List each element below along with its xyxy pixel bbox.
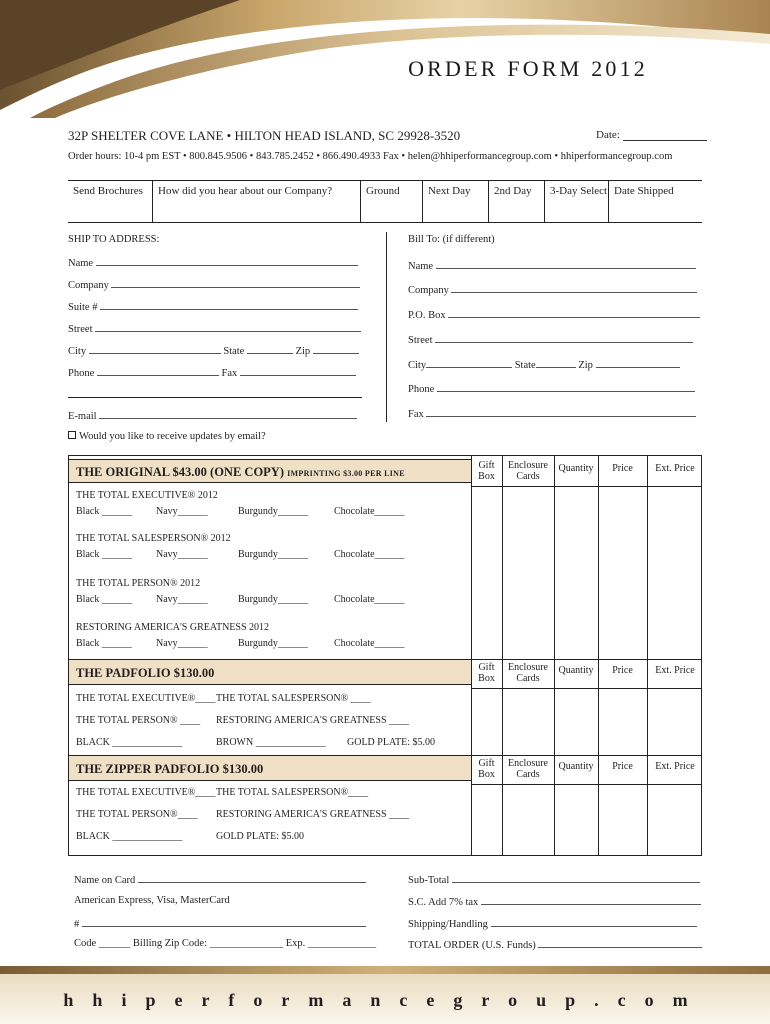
ship-street-label: Street <box>68 324 93 335</box>
grid-col-quantity <box>554 456 555 855</box>
ship-zip-label: Zip <box>295 346 311 357</box>
bill-name-label: Name <box>408 261 434 272</box>
shipping-line <box>491 917 697 927</box>
bill-street-label: Street <box>408 335 433 346</box>
ship-to-heading: SHIP TO ADDRESS: <box>68 234 160 245</box>
original-product-3-chocolate[interactable]: Chocolate______ <box>334 594 405 605</box>
email-updates-option[interactable] <box>68 431 266 442</box>
bill-zip-line <box>596 358 680 368</box>
ship-suite-line <box>100 300 358 310</box>
ship-phone-field[interactable] <box>68 366 356 379</box>
tax-line <box>481 895 701 905</box>
original-product-2-burgundy[interactable]: Burgundy______ <box>238 549 308 560</box>
padfolio-quantity-header: Quantity <box>558 665 594 676</box>
bill-phone-label: Phone <box>408 384 435 395</box>
box-label: Box <box>478 471 495 482</box>
ship-email-rule <box>68 397 362 398</box>
ship-fax-line <box>240 366 356 376</box>
next-day-cell[interactable]: Next Day <box>422 181 488 222</box>
zipper-gift-box-header <box>471 758 502 780</box>
bill-company-field[interactable] <box>408 283 697 296</box>
original-product-3-black[interactable]: Black ______ <box>76 594 132 605</box>
grid-col-enclosure <box>502 456 503 855</box>
card-number-line <box>82 917 366 927</box>
zipper-executive[interactable]: THE TOTAL EXECUTIVE®____ <box>76 787 216 798</box>
bill-fax-label: Fax <box>408 409 424 420</box>
email-updates-checkbox[interactable] <box>68 431 76 439</box>
ship-phone-line <box>97 366 219 376</box>
original-product-1-black[interactable]: Black ______ <box>76 506 132 517</box>
original-product-3-burgundy[interactable]: Burgundy______ <box>238 594 308 605</box>
original-gift-box-header <box>471 460 502 482</box>
padfolio-title: THE PADFOLIO $130.00 <box>76 666 215 680</box>
bill-fax-line <box>426 407 696 417</box>
bill-fax-field[interactable] <box>408 407 696 420</box>
original-band <box>69 459 471 483</box>
original-product-4-burgundy[interactable]: Burgundy______ <box>238 638 308 649</box>
original-product-2-chocolate[interactable]: Chocolate______ <box>334 549 405 560</box>
zipper-gold-plate[interactable]: GOLD PLATE: $5.00 <box>216 831 305 842</box>
address-divider <box>386 232 387 422</box>
date-shipped-cell[interactable]: Date Shipped <box>608 181 702 222</box>
ship-city-label: City <box>68 346 87 357</box>
header-swoosh <box>0 0 770 120</box>
ship-street-field[interactable] <box>68 322 361 335</box>
original-product-2-black[interactable]: Black ______ <box>76 549 132 560</box>
bill-phone-field[interactable] <box>408 382 695 395</box>
zipper-quantity-header: Quantity <box>558 761 594 772</box>
bill-phone-line <box>437 382 695 392</box>
zipper-enclosure-header <box>502 758 554 780</box>
ship-state-label: State <box>223 346 245 357</box>
name-on-card-field[interactable] <box>74 873 366 886</box>
page-title: ORDER FORM 2012 <box>408 56 648 81</box>
accepted-cards: American Express, Visa, MasterCard <box>74 895 230 906</box>
bill-city-field[interactable] <box>408 358 680 371</box>
order-hours: Order hours: 10-4 pm EST • 800.845.9506 • 843.785.2452 • 866.490.4933 Fax • helen@hhiperformancegroup.com • hhiperformancegroup.com <box>68 151 673 162</box>
shipping-table <box>68 180 702 223</box>
bill-zip-label: Zip <box>578 360 593 371</box>
original-quantity-header: Quantity <box>558 463 594 474</box>
ship-email-field[interactable] <box>68 409 357 422</box>
original-product-1-burgundy[interactable]: Burgundy______ <box>238 506 308 517</box>
padfolio-ext-price-header: Ext. Price <box>655 665 695 676</box>
original-product-2-name: THE TOTAL SALESPERSON® 2012 <box>76 533 231 544</box>
original-product-3-name: THE TOTAL PERSON® 2012 <box>76 578 201 589</box>
padfolio-restoring[interactable]: RESTORING AMERICA'S GREATNESS ____ <box>216 715 410 726</box>
enclosure-label: Enclosure <box>508 758 548 769</box>
bill-state-label: State <box>514 360 536 371</box>
ground-cell[interactable]: Ground <box>360 181 422 222</box>
date-field[interactable] <box>596 129 707 141</box>
card-code-row[interactable]: Code ______ Billing Zip Code: ______________ Exp. _____________ <box>74 938 377 949</box>
tax-field[interactable] <box>408 895 701 908</box>
padfolio-brown[interactable]: BROWN ______________ <box>216 737 326 748</box>
ship-state-line <box>247 344 293 354</box>
cards-label: Cards <box>516 769 540 780</box>
box-label: Box <box>478 673 495 684</box>
cards-label: Cards <box>516 673 540 684</box>
padfolio-person[interactable]: THE TOTAL PERSON® ____ <box>76 715 201 726</box>
padfolio-executive[interactable]: THE TOTAL EXECUTIVE®____ <box>76 693 216 704</box>
zipper-salesperson[interactable]: THE TOTAL SALESPERSON®____ <box>216 787 369 798</box>
shipping-field[interactable] <box>408 917 697 930</box>
original-product-1-navy[interactable]: Navy______ <box>156 506 208 517</box>
cards-label: Cards <box>516 471 540 482</box>
ship-city-field[interactable] <box>68 344 359 357</box>
original-product-3-navy[interactable]: Navy______ <box>156 594 208 605</box>
ship-fax-label: Fax <box>221 368 238 379</box>
product-grid <box>68 455 702 856</box>
bill-pobox-line <box>448 308 700 318</box>
ship-zip-line <box>313 344 359 354</box>
original-title <box>76 465 405 480</box>
padfolio-black[interactable]: BLACK ______________ <box>76 737 183 748</box>
original-header-rule <box>471 486 701 487</box>
email-updates-label: Would you like to receive updates by email? <box>79 431 266 442</box>
zipper-price-header: Price <box>612 761 633 772</box>
padfolio-gold-plate[interactable]: GOLD PLATE: $5.00 <box>347 737 436 748</box>
zipper-black[interactable]: BLACK ______________ <box>76 831 183 842</box>
bill-street-line <box>435 333 693 343</box>
padfolio-header-rule-top <box>471 659 701 660</box>
zipper-band <box>69 755 471 781</box>
original-product-1-name: THE TOTAL EXECUTIVE® 2012 <box>76 490 218 501</box>
padfolio-salesperson[interactable]: THE TOTAL SALESPERSON® ____ <box>216 693 371 704</box>
original-product-4-navy[interactable]: Navy______ <box>156 638 208 649</box>
how-hear-cell[interactable]: How did you hear about our Company? <box>152 181 360 222</box>
date-label: Date: <box>596 129 620 141</box>
zipper-person[interactable]: THE TOTAL PERSON®____ <box>76 809 198 820</box>
company-address: 32P SHELTER COVE LANE • HILTON HEAD ISLAND, SC 29928-3520 <box>68 128 461 143</box>
padfolio-enclosure-header <box>502 662 554 684</box>
original-ext-price-header: Ext. Price <box>655 463 695 474</box>
ship-city-line <box>89 344 221 354</box>
original-product-4-black[interactable]: Black ______ <box>76 638 132 649</box>
subtotal-line <box>452 873 700 883</box>
padfolio-band <box>69 659 471 685</box>
name-on-card-label: Name on Card <box>74 875 136 886</box>
enclosure-label: Enclosure <box>508 460 548 471</box>
bill-company-label: Company <box>408 285 449 296</box>
ship-name-label: Name <box>68 258 94 269</box>
total-label: TOTAL ORDER (U.S. Funds) <box>408 940 536 951</box>
box-label: Box <box>478 769 495 780</box>
padfolio-header-rule <box>471 688 701 689</box>
bill-to-heading: Bill To: (if different) <box>408 234 495 245</box>
ship-street-line <box>95 322 361 332</box>
bill-name-line <box>436 259 696 269</box>
subtotal-field[interactable] <box>408 873 700 886</box>
ship-company-field[interactable] <box>68 278 360 291</box>
bill-pobox-field[interactable] <box>408 308 700 321</box>
shipping-label: Shipping/Handling <box>408 919 488 930</box>
original-enclosure-header <box>502 460 554 482</box>
card-number-label: # <box>74 919 80 930</box>
grid-col-price <box>598 456 599 855</box>
bill-city-label: City <box>408 360 427 371</box>
original-title-text: THE ORIGINAL $43.00 (ONE COPY) <box>76 465 285 479</box>
ship-name-line <box>96 256 358 266</box>
bill-city-line <box>426 358 512 368</box>
original-price-header: Price <box>612 463 633 474</box>
ship-suite-label: Suite # <box>68 302 98 313</box>
gift-label: Gift <box>478 758 495 769</box>
send-brochures-cell[interactable]: Send Brochures <box>73 185 143 197</box>
zipper-header-rule <box>471 784 701 785</box>
bill-street-field[interactable] <box>408 333 693 346</box>
zipper-header-rule-top <box>471 755 701 756</box>
footer-url: hhiperformancegroup.com <box>63 990 707 1010</box>
gift-label: Gift <box>478 662 495 673</box>
name-on-card-line <box>138 873 366 883</box>
ship-company-line <box>111 278 360 288</box>
ship-name-field[interactable] <box>68 256 358 269</box>
ship-company-label: Company <box>68 280 109 291</box>
zipper-restoring[interactable]: RESTORING AMERICA'S GREATNESS ____ <box>216 809 410 820</box>
zipper-ext-price-header: Ext. Price <box>655 761 695 772</box>
total-line <box>538 938 702 948</box>
zipper-title: THE ZIPPER PADFOLIO $130.00 <box>76 762 264 776</box>
padfolio-gift-box-header <box>471 662 502 684</box>
grid-col-ext-price <box>647 456 648 855</box>
original-product-2-navy[interactable]: Navy______ <box>156 549 208 560</box>
original-imprint-text: IMPRINTING $3.00 PER LINE <box>287 469 405 478</box>
subtotal-label: Sub-Total <box>408 875 450 886</box>
original-product-4-name: RESTORING AMERICA'S GREATNESS 2012 <box>76 622 270 633</box>
ship-email-label: E-mail <box>68 411 97 422</box>
total-field[interactable] <box>408 938 702 951</box>
original-product-4-chocolate[interactable]: Chocolate______ <box>334 638 405 649</box>
three-day-cell[interactable]: 3-Day Select <box>544 181 608 222</box>
grid-col-gift <box>471 456 472 855</box>
card-number-field[interactable] <box>74 917 366 930</box>
padfolio-price-header: Price <box>612 665 633 676</box>
ship-email-line <box>99 409 357 419</box>
date-line <box>623 130 707 141</box>
bill-state-line <box>536 358 576 368</box>
bill-pobox-label: P.O. Box <box>408 310 446 321</box>
bill-name-field[interactable] <box>408 259 696 272</box>
bill-company-line <box>451 283 697 293</box>
enclosure-label: Enclosure <box>508 662 548 673</box>
original-product-1-chocolate[interactable]: Chocolate______ <box>334 506 405 517</box>
gift-label: Gift <box>478 460 495 471</box>
tax-label: S.C. Add 7% tax <box>408 897 479 908</box>
second-day-cell[interactable]: 2nd Day <box>488 181 544 222</box>
ship-suite-field[interactable] <box>68 300 358 313</box>
ship-phone-label: Phone <box>68 368 95 379</box>
